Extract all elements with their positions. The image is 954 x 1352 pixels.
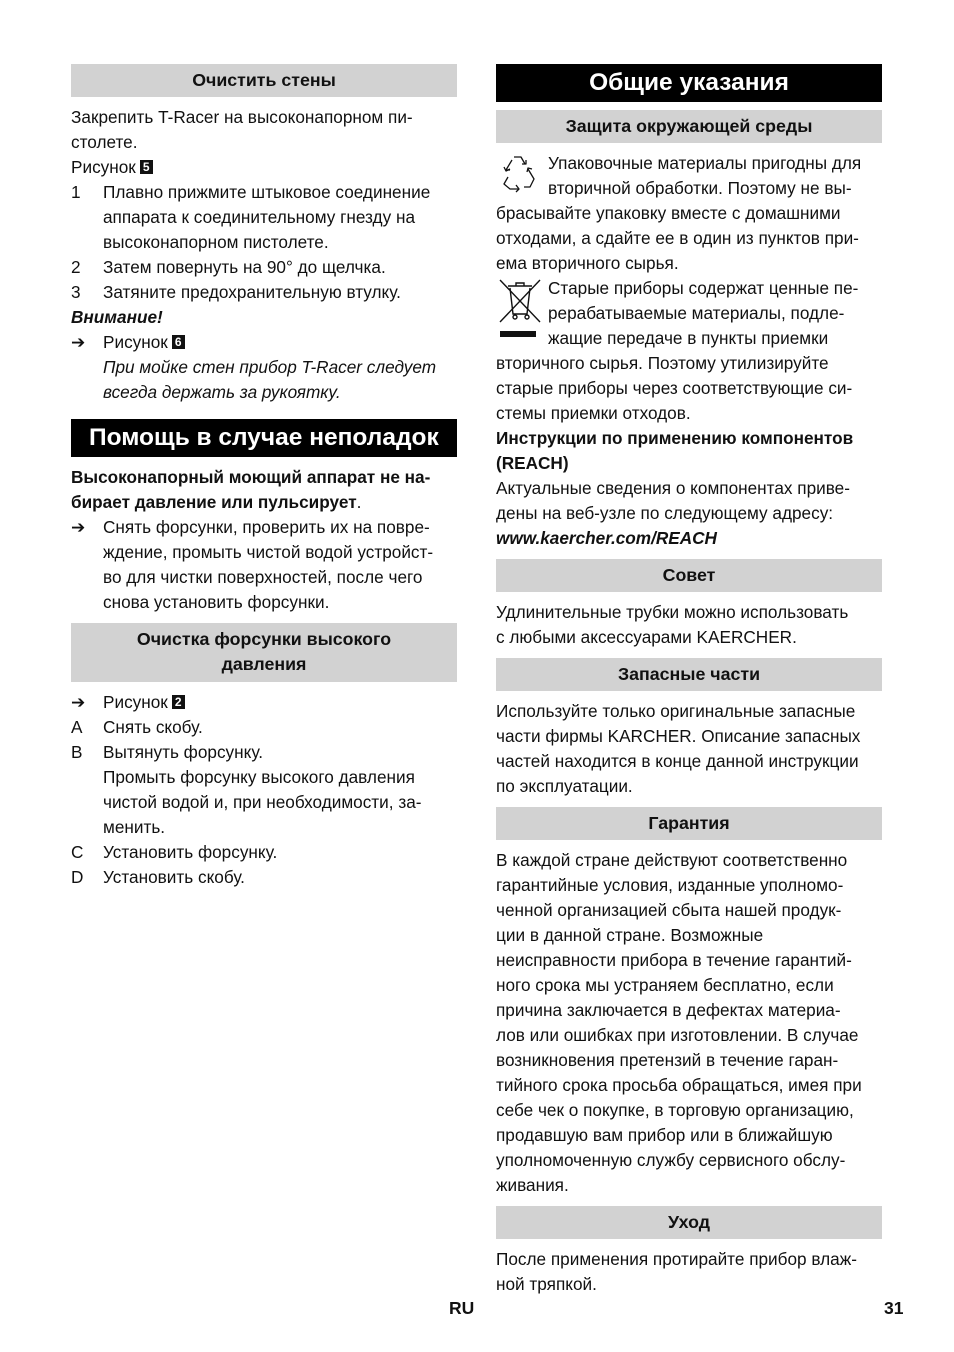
footer-page-number: 31	[884, 1298, 904, 1318]
figure-number-badge: 6	[172, 335, 185, 349]
walls-heading: Очистить стены	[71, 64, 457, 97]
care-line: После применения протирайте прибор влаж-	[496, 1249, 857, 1269]
care-line: ной тряпкой.	[496, 1274, 597, 1294]
remedy-line: ждение, промыть чистой водой устройст-	[103, 542, 434, 562]
recycle-line: вторичной обработки. Поэтому не вы-	[548, 178, 852, 198]
parts-line: по эксплуатации.	[496, 776, 633, 796]
nozzle-step	[71, 840, 457, 865]
reach-text	[496, 476, 882, 551]
spare-parts-heading: Запасные части	[496, 658, 882, 691]
step-line: чистой водой и, при необходимости, за-	[103, 792, 422, 812]
arrow-right-icon: ➔	[71, 333, 86, 352]
nozzle-figure-row	[71, 690, 457, 715]
recycle-icon	[496, 151, 544, 195]
tip-line: с любыми аксессуарами KAERCHER.	[496, 627, 797, 647]
general-notes-heading: Общие указания	[496, 64, 882, 102]
step-text: Затем повернуть на 90° до щелчка.	[103, 257, 386, 277]
step-letter: D	[71, 867, 84, 887]
attention-label: Внимание!	[71, 307, 163, 327]
weee-line: жащие передаче в пункты приемки	[548, 328, 829, 348]
step-text: Установить форсунку.	[103, 842, 278, 862]
step-text: Затяните предохранительную втулку.	[103, 282, 401, 302]
figure-label: Рисунок	[103, 692, 168, 712]
step-text: Снять скобу.	[103, 717, 203, 737]
warranty-line: продавшую вам прибор или в ближайшую	[496, 1125, 833, 1145]
tip-heading: Совет	[496, 559, 882, 592]
attention-note-line: При мойке стен прибор T-Racer следует	[103, 357, 437, 377]
warranty-line: ции в данной стране. Возможные	[496, 925, 764, 945]
nozzle-heading-line: Очистка форсунки высокого	[136, 629, 392, 649]
nozzle-step	[71, 715, 457, 740]
warranty-text	[496, 848, 882, 1198]
step-text	[103, 740, 457, 840]
right-column	[496, 64, 882, 1297]
tip-line: Удлинительные трубки можно использовать	[496, 602, 849, 622]
recycle-line: отходами, а сдайте ее в один из пунктов при-	[496, 228, 859, 248]
step-line: высоконапорном пистолете.	[103, 232, 329, 252]
weee-line: Старые приборы содержат ценные пе-	[548, 278, 859, 298]
left-column	[71, 64, 457, 890]
footer-language: RU	[449, 1298, 475, 1318]
nozzle-heading-line: давления	[221, 654, 307, 674]
remedy-row	[71, 515, 457, 615]
reach-line: Актуальные сведения о компонентах приве-	[496, 478, 850, 498]
recycle-line: ема вторичного сырья.	[496, 253, 679, 273]
care-heading: Уход	[496, 1206, 882, 1239]
arrow-right-icon: ➔	[71, 693, 86, 712]
arrow-right-icon: ➔	[71, 518, 86, 537]
walls-figure-ref	[71, 155, 457, 180]
parts-line: Используйте только оригинальные запасные	[496, 701, 856, 721]
crossed-bin-icon	[496, 276, 544, 342]
parts-line: части фирмы KARCHER. Описание запасных	[496, 726, 861, 746]
figure-number-badge: 5	[140, 160, 153, 174]
warranty-line: ного срока мы устраняем бесплатно, если	[496, 975, 834, 995]
tip-text	[496, 600, 882, 650]
warranty-line: живания.	[496, 1175, 569, 1195]
spare-parts-text	[496, 699, 882, 799]
walls-step	[71, 255, 457, 280]
walls-step	[71, 280, 457, 305]
weee-line: стемы приемки отходов.	[496, 403, 691, 423]
problem-period: .	[356, 492, 362, 512]
reach-heading-line: Инструкции по применению компонентов	[496, 428, 854, 448]
warranty-line: тийного срока просьба обращаться, имея при	[496, 1075, 862, 1095]
walls-intro-line: Закрепить T-Racer на высоконапорном пи-	[71, 107, 413, 127]
walls-intro-line: столете.	[71, 132, 138, 152]
problem-line: бирает давление или пульсирует	[71, 492, 357, 512]
step-letter: B	[71, 742, 83, 762]
warranty-line: себе чек о покупке, в торговую организацию,	[496, 1100, 854, 1120]
reach-line: дены на веб-узле по следующему адресу:	[496, 503, 834, 523]
step-line: менить.	[103, 817, 166, 837]
step-number: 2	[71, 257, 81, 277]
warranty-line: ченной организацией сбыта нашей продук-	[496, 900, 842, 920]
attention-figure-row	[71, 330, 457, 405]
weee-line: рерабатываемые материалы, подле-	[548, 303, 845, 323]
figure-label: Рисунок	[71, 157, 136, 177]
warranty-heading: Гарантия	[496, 807, 882, 840]
step-line: аппарата к соединительному гнезду на	[103, 207, 416, 227]
environment-heading: Защита окружающей среды	[496, 110, 882, 143]
warranty-line: возникновения претензий в течение гаран-	[496, 1050, 839, 1070]
nozzle-step	[71, 740, 457, 840]
parts-line: частей находится в конце данной инструкции	[496, 751, 859, 771]
weee-line: старые приборы через соответствующие си-	[496, 378, 853, 398]
figure-number-badge: 2	[172, 695, 185, 709]
problem-line: Высоконапорный моющий аппарат не на-	[71, 467, 431, 487]
remedy-line: снова установить форсунки.	[103, 592, 330, 612]
care-text	[496, 1247, 882, 1297]
recycling-paragraph	[496, 151, 882, 276]
step-line: Промыть форсунку высокого давления	[103, 767, 415, 787]
step-line: Вытянуть форсунку.	[103, 742, 263, 762]
nozzle-heading	[71, 623, 457, 682]
step-text	[103, 180, 457, 255]
warranty-line: уполномоченную службу сервисного обслу-	[496, 1150, 846, 1170]
warranty-line: неисправности прибора в течение гарантий-	[496, 950, 852, 970]
troubleshooting-heading: Помощь в случае неполадок	[71, 419, 457, 457]
warranty-line: лов или ошибках при изготовлении. В случае	[496, 1025, 859, 1045]
problem-statement	[71, 465, 457, 515]
walls-step	[71, 180, 457, 255]
figure-label: Рисунок	[103, 332, 168, 352]
warranty-line: гарантийные условия, изданные уполномо-	[496, 875, 844, 895]
reach-heading	[496, 426, 882, 476]
step-text: Установить скобу.	[103, 867, 245, 887]
walls-intro	[71, 105, 457, 155]
nozzle-step	[71, 865, 457, 890]
remedy-line: во для чистки поверхностей, после чего	[103, 567, 423, 587]
weee-paragraph	[496, 276, 882, 426]
recycle-line: брасывайте упаковку вместе с домашними	[496, 203, 841, 223]
warranty-line: причина заключается в дефектах материа-	[496, 1000, 841, 1020]
step-letter: C	[71, 842, 84, 862]
recycle-line: Упаковочные материалы пригодны для	[548, 153, 862, 173]
step-line: Плавно прижмите штыковое соединение	[103, 182, 431, 202]
step-number: 3	[71, 282, 81, 302]
reach-heading-line: (REACH)	[496, 453, 569, 473]
warranty-line: В каждой стране действуют соответственно	[496, 850, 848, 870]
step-letter: A	[71, 717, 83, 737]
step-number: 1	[71, 182, 81, 202]
attention-note-line: всегда держать за рукоятку.	[103, 382, 341, 402]
reach-url-link[interactable]: www.kaercher.com/REACH	[496, 528, 717, 548]
remedy-line: Снять форсунки, проверить их на повре-	[103, 517, 430, 537]
weee-line: вторичного сырья. Поэтому утилизируйте	[496, 353, 829, 373]
